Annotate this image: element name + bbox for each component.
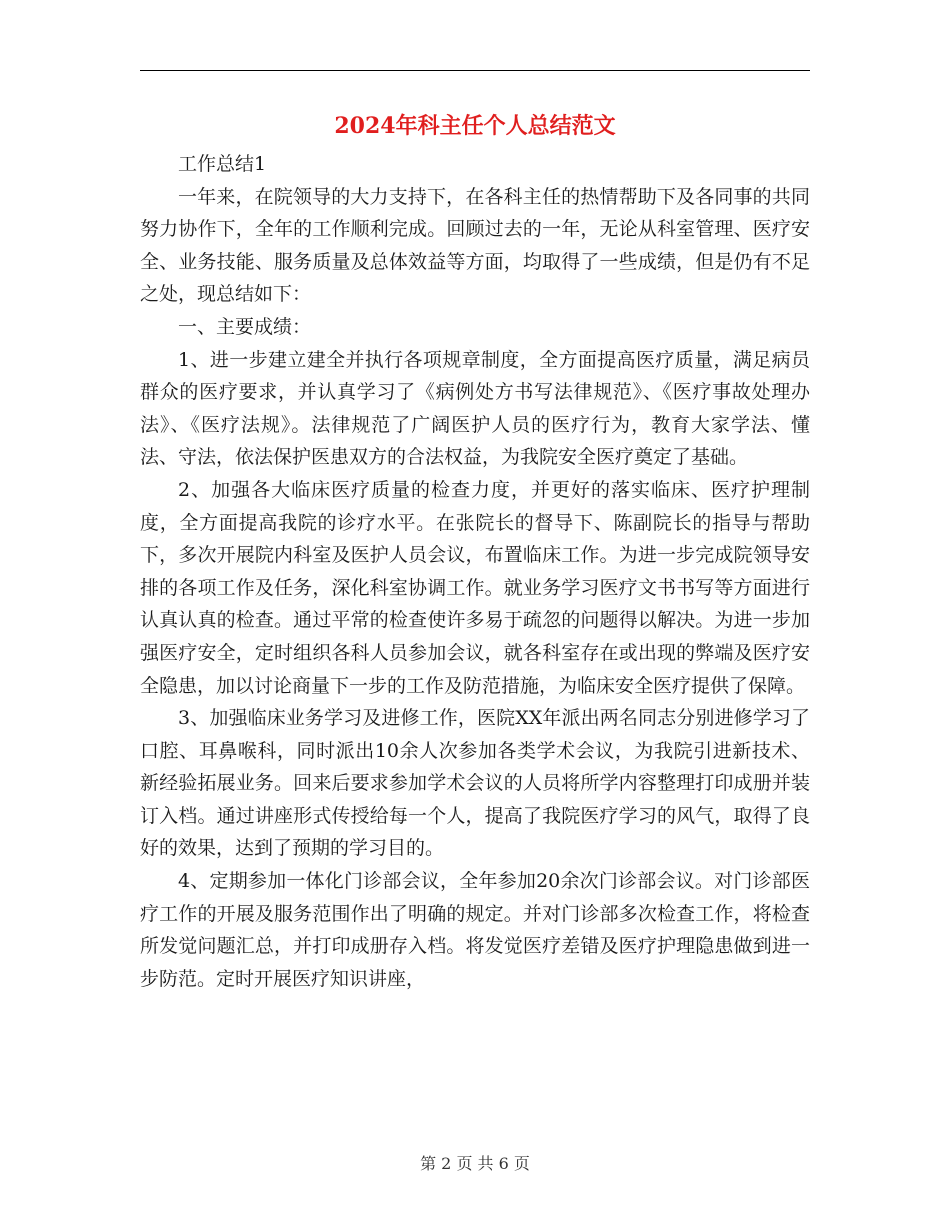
document-title: 2024年科主任个人总结范文 xyxy=(334,113,616,139)
paragraph: 3、加强临床业务学习及进修工作，医院XX年派出两名同志分别进修学习了口腔、耳鼻喉科，同时派出10余人次参加各类学术会议，为我院引进新技术、新经验拓展业务。回来后要求参加学术会议的人员将所学内容整理打印成册并装订入档。通过讲座形式传授给每一个人，提高了我院医疗学习的风气，取得了良好的效果，达到了预期的学习目的。 xyxy=(140,707,810,860)
paragraph: 2、加强各大临床医疗质量的检查力度，并更好的落实临床、医疗护理制度，全方面提高我院的诊疗水平。在张院长的督导下、陈副院长的指导与帮助下，多次开展院内科室及医护人员会议，布置临床工作。为进一步完成院领导安排的各项工作及任务，深化科室协调工作。就业务学习医疗文书书写等方面进行认真认真的检查。通过平常的检查使许多易于疏忽的问题得以解决。为进一步加强医疗安全，定时组织各科人员参加会议，就各科室存在或出现的弊端及医疗安全隐患，加以讨论商量下一步的工作及防范措施，为临床安全医疗提供了保障。 xyxy=(140,478,810,697)
paragraph: 4、定期参加一体化门诊部会议，全年参加20余次门诊部会议。对门诊部医疗工作的开展及服务范围作出了明确的规定。并对门诊部多次检查工作，将检查所发觉问题汇总，并打印成册存入档。将发觉医疗差错及医疗护理隐患做到进一步防范。定时开展医疗知识讲座， xyxy=(140,870,810,990)
page-footer: 第 2 页 共 6 页 xyxy=(420,1154,530,1173)
paragraph: 一年来，在院领导的大力支持下，在各科主任的热情帮助下及各同事的共同努力协作下，全年的工作顺利完成。回顾过去的一年，无论从科室管理、医疗安全、业务技能、服务质量及总体效益等方面，均取得了一些成绩，但是仍有不足之处，现总结如下： xyxy=(140,185,810,306)
paragraph: 1、进一步建立建全并执行各项规章制度，全方面提高医疗质量，满足病员群众的医疗要求，并认真学习了《病例处方书写法律规范》、《医疗事故处理办法》、《医疗法规》。法律规范了广阔医护人员的医疗行为，教育大家学法、懂法、守法，依法保护医患双方的合法权益，为我院安全医疗奠定了基础。 xyxy=(140,348,810,469)
document-body xyxy=(140,148,810,995)
section-heading: 工作总结1 xyxy=(178,153,267,175)
header-rule xyxy=(140,70,810,71)
section-heading: 一、主要成绩： xyxy=(178,315,312,338)
